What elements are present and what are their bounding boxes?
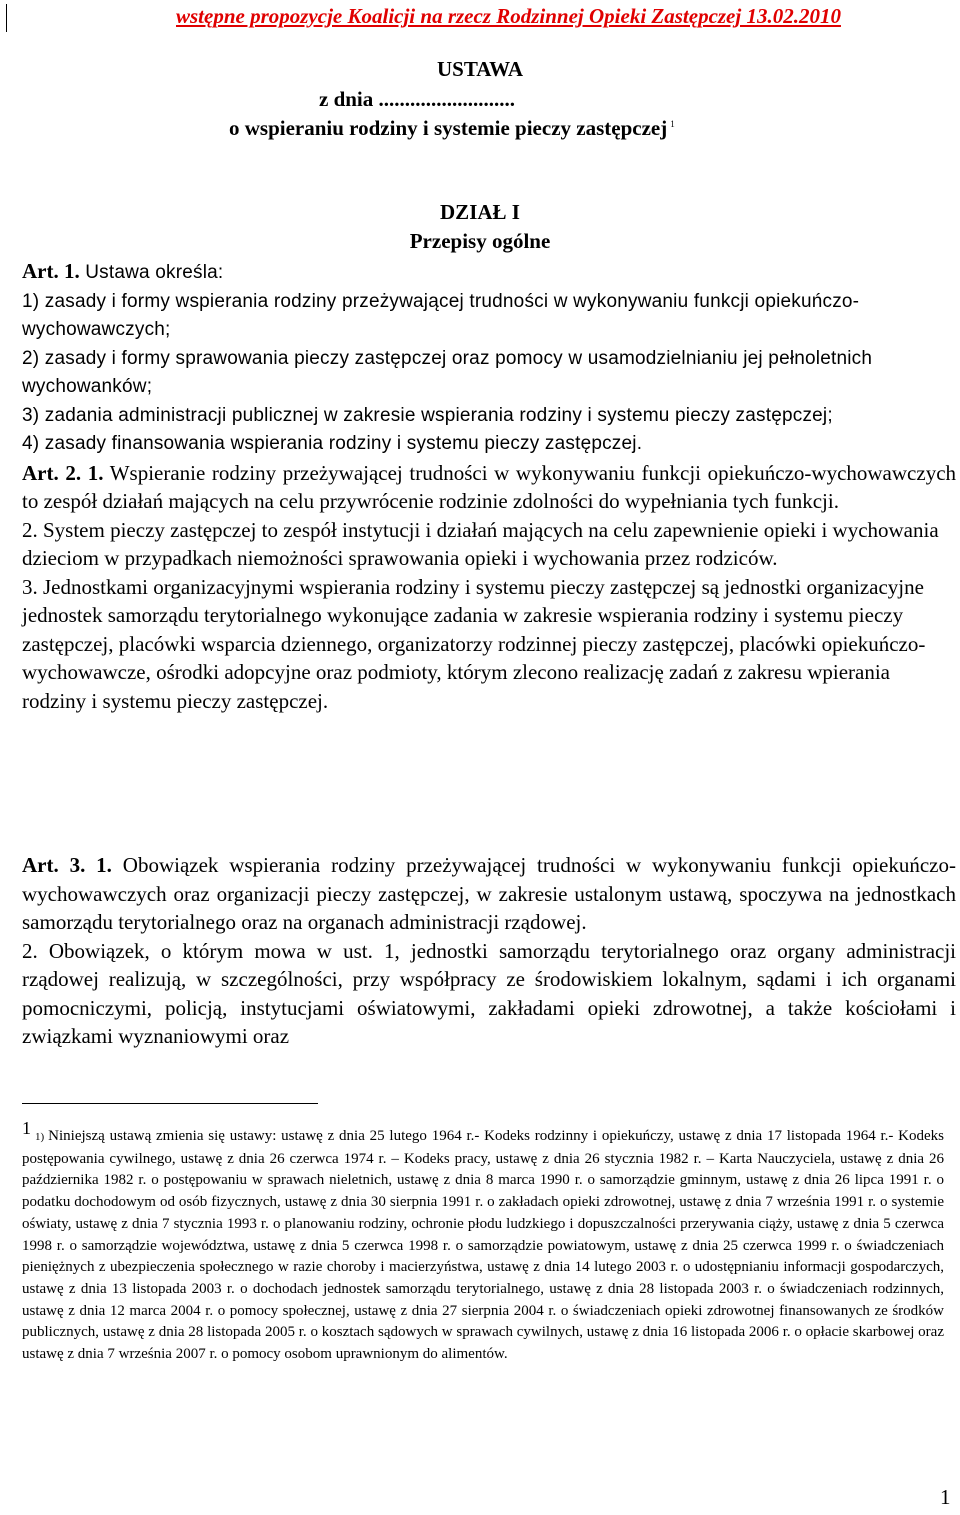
act-date: z dnia .......................... <box>319 87 516 111</box>
art2-p1 <box>22 459 956 516</box>
act-title <box>229 116 675 141</box>
art2-p1-text: Wspieranie rodziny przeżywającej trudności w wykonywaniu funkcji opiekuńczo-wychowawczych to zespół działań mających na celu przywrócenie rodzinie zdolności do wypełniania tych funkcji. <box>22 460 957 513</box>
act-type: USTAWA <box>437 57 523 81</box>
art2-p2: 2. System pieczy zastępczej to zespół instytucji i działań mających na celu zapewnienie opieki i wychowania dzieciom w przypadkach niemożności sprawowania opieki i wychowania przez rodziców. <box>22 517 939 570</box>
margin-bar <box>6 4 7 32</box>
footnote-text: Niniejszą ustawą zmienia się ustawy: ustawę z dnia 25 lutego 1964 r.- Kodeks rodzinny i opiekuńczy, ustawę z dnia 17 listopada 1964 r.- Kodeks postępowania cywilnego, ustawę z dnia 26 czerwca 1974 r. – Kodeks pracy, ustawę z dnia 26 stycznia 1982 r. – Karta Nauczyciela, ustawę z dnia 26 października 1982 r. o postępowaniu w sprawach nieletnich, ustawę z dnia 8 marca 1990 r. o samorządzie gminnym, ustawę z dnia 26 lipca 1991 r. o podatku dochodowym od osób fizycznych, ustawę z dnia 30 sierpnia 1991 r. o zakładach opieki zdrowotnej, ustawę z dnia 7 września 1991 r. o systemie oświaty, ustawę z dnia 7 stycznia 1993 r. o planowaniu rodziny, ochronie płodu ludzkiego i dopuszczalności przerywania ciąży, ustawę z dnia 5 czerwca 1998 r. o samorządzie województwa, ustawę z dnia 5 czerwca 1998 r. o samorządzie powiatowym, ustawę z dnia 25 czerwca 1999 r. o świadczeniach pieniężnych z ubezpieczenia społecznego w razie choroby i macierzyństwa, ustawę z dnia 14 lutego 2003 r. o udostępnianiu informacji gospodarczych, ustawę z dnia 13 listopada 2003 r. o dochodach jednostek samorządu terytorialnego, ustawę z dnia 28 listopada 2003 r. o świadczeniach rodzinnych, ustawę z dnia 12 marca 2004 r. o pomocy społecznej, ustawę z dnia 27 sierpnia 2004 r. o świadczeniach opieki zdrowotnej finansowanych ze środków publicznych, ustawę z dnia 28 listopada 2005 r. o kosztach sądowych w sprawach cywilnych, ustawę z dnia 16 listopada 2006 r. o opłacie skarbowej oraz ustawę z dnia 7 września 2007 r. o pomocy osobom uprawnionym do alimentów. <box>22 1128 944 1363</box>
art3-p2: 2. Obowiązek, o którym mowa w ust. 1, jednostki samorządu terytorialnego oraz organy administracji rządowej realizują, w szczególności, przy współpracy ze środowiskiem lokalnym, sądami i ich organami pomocniczymi, policją, instytucjami oświatowymi, zakładami opieki zdrowotnej, a także kościołami i związkami wyznaniowymi oraz <box>22 938 956 1048</box>
article-1 <box>22 257 956 715</box>
art2-label: Art. 2. 1. <box>22 460 104 485</box>
article-3 <box>22 851 956 1051</box>
art3-label: Art. 3. 1. <box>22 853 112 877</box>
footnote-mark: 1 <box>22 1118 31 1138</box>
art1-intro <box>22 257 956 288</box>
art1-intro-text: Ustawa określa: <box>79 262 224 283</box>
draft-header: wstępne propozycje Koalicji na rzecz Rodzinnej Opieki Zastępczej 13.02.2010 <box>176 4 841 28</box>
page-number: 1 <box>940 1485 951 1509</box>
art1-item: 3) zadania administracji publicznej w zakresie wspierania rodziny i systemu pieczy zastępczej; <box>22 404 833 426</box>
art1-item: 4) zasady finansowania wspierania rodziny i systemu pieczy zastępczej. <box>22 433 643 454</box>
footnote-marker: 1) <box>35 1131 45 1143</box>
art3-p1-text: Obowiązek wspierania rodziny przeżywającej trudności w wykonywaniu funkcji opiekuńczo-wychowawczych oraz organizacji pieczy zastępczej, w zakresie ustalonym ustawą, spoczywa na jednostkach samorządu terytorialnego oraz na organach administracji rządowej. <box>22 853 956 934</box>
art1-label: Art. 1. <box>22 259 80 283</box>
act-title-text: o wspieraniu rodziny i systemie pieczy zastępczej <box>229 116 668 140</box>
art3-p1 <box>22 851 956 937</box>
footnote-ref: 1 <box>670 119 675 129</box>
footnote-separator <box>22 1103 318 1104</box>
art1-item: 2) zasady i formy sprawowania pieczy zastępczej oraz pomocy w usamodzielnianiu jej pełnoletnich wychowanków; <box>22 347 873 397</box>
section-subheading: Przepisy ogólne <box>409 229 551 253</box>
art1-item: 1) zasady i formy wspierania rodziny przeżywającej trudności w wykonywaniu funkcji opiekuńczo-wychowawczych; <box>22 290 860 340</box>
section-heading: DZIAŁ I <box>440 200 520 224</box>
footnote <box>22 1118 944 1366</box>
art2-p3: 3. Jednostkami organizacyjnymi wspierania rodziny i systemu pieczy zastępczej są jednostki organizacyjne jednostek samorządu terytorialnego wykonujące zadania w zakresie wspierania rodziny i systemu pieczy zastępczej, placówki wsparcia dziennego, organizatorzy rodzinnej pieczy zastępczej, placówki opiekuńczo-wychowawcze, ośrodki adopcyjne oraz podmioty, którym zlecono realizację zadań z zakresu wpierania rodziny i systemu pieczy zastępczej. <box>22 574 926 713</box>
